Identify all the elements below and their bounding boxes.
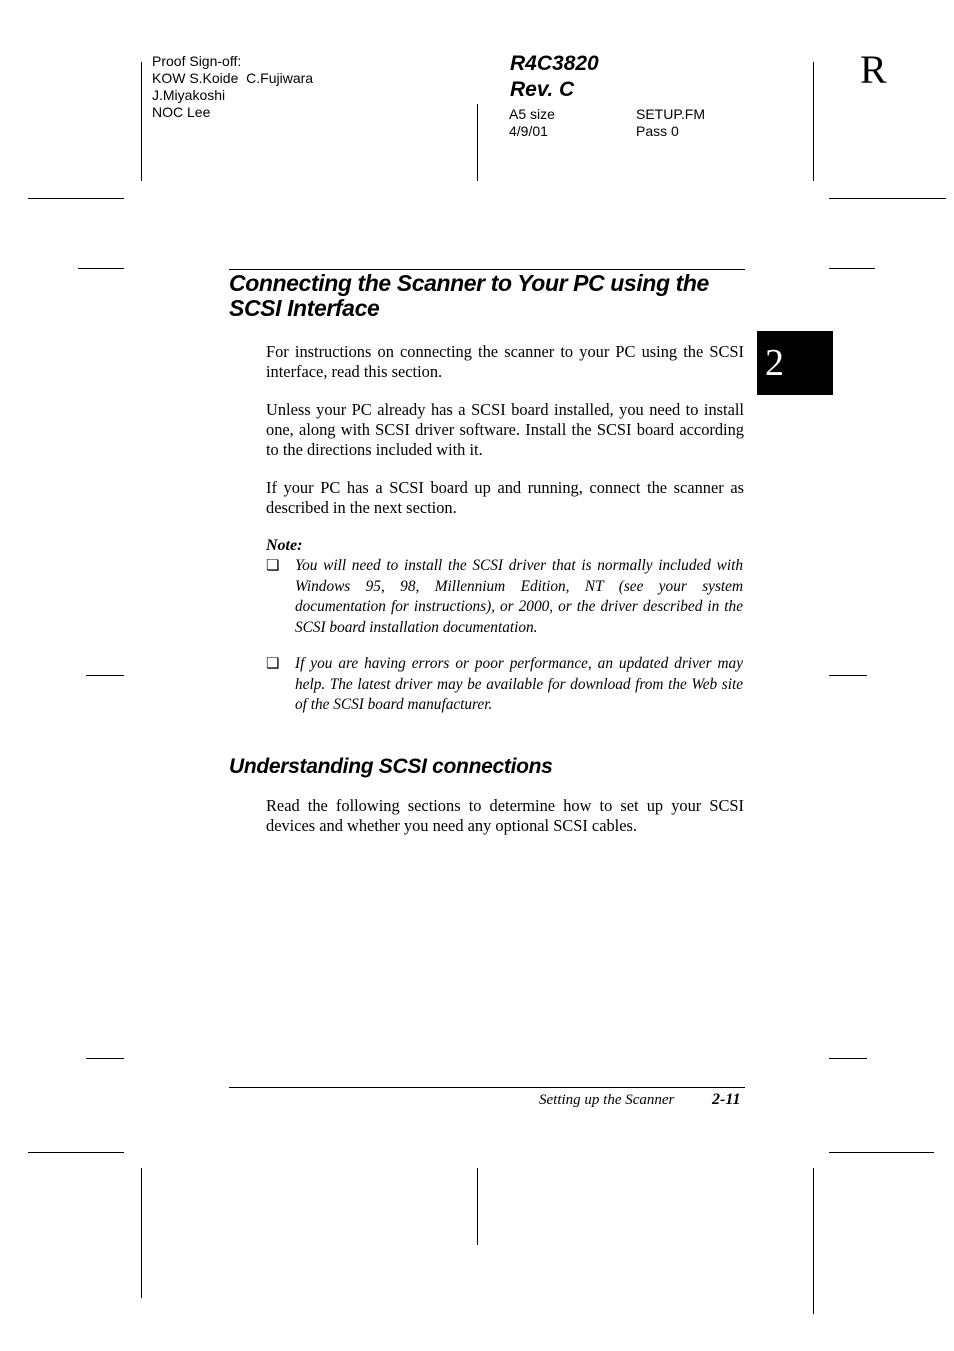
- crop-mark: [829, 675, 867, 676]
- crop-mark: [28, 198, 124, 199]
- print-date: 4/9/01: [509, 123, 548, 139]
- proof-line: J.Miyakoshi: [152, 87, 226, 103]
- paper-size: A5 size: [509, 106, 555, 122]
- proof-line: NOC Lee: [152, 104, 211, 120]
- crop-mark: [141, 1168, 142, 1298]
- file-name: SETUP.FM: [636, 106, 705, 122]
- crop-mark: [86, 675, 124, 676]
- bullet-icon: ❏: [266, 558, 280, 574]
- crop-mark: [86, 1058, 124, 1059]
- note-item: If you are having errors or poor performance, an updated driver may help. The latest driver may be available for download from the Web site of the SCSI board manufacturer.: [295, 655, 743, 713]
- note-item: You will need to install the SCSI driver that is normally included with Windows 95, 98, Millennium Edition, NT (see your system documentation for instructions), or 2000, or the driver described in the SCSI board installation documentation.: [295, 557, 743, 636]
- footer-chapter-title: Setting up the Scanner: [539, 1092, 675, 1108]
- proof-line: KOW S.Koide C.Fujiwara: [152, 70, 314, 86]
- body-paragraph: Read the following sections to determine how to set up your SCSI devices and whether you need any optional SCSI cables.: [266, 796, 744, 835]
- body-paragraph: For instructions on connecting the scanner to your PC using the SCSI interface, read this section.: [266, 342, 744, 381]
- crop-mark: [829, 268, 875, 269]
- body-paragraph: If your PC has a SCSI board up and running, connect the scanner as described in the next section.: [266, 478, 744, 517]
- crop-mark: [813, 1168, 814, 1314]
- crop-mark: [813, 62, 814, 181]
- chapter-tab: [757, 331, 833, 395]
- chapter-number: 2: [765, 342, 784, 384]
- pass-number: Pass 0: [636, 123, 679, 139]
- revision: Rev. C: [510, 78, 575, 101]
- crop-mark: [829, 198, 946, 199]
- page-number: 2-11: [712, 1091, 741, 1108]
- model-number: R4C3820: [510, 52, 599, 75]
- crop-mark: [141, 62, 142, 181]
- note-label: Note:: [266, 537, 303, 554]
- crop-mark: [477, 104, 478, 181]
- footer-rule: [229, 1087, 745, 1088]
- body-paragraph: Unless your PC already has a SCSI board installed, you need to install one, along with SCSI driver software. Install the SCSI board according to the directions included with it.: [266, 400, 744, 459]
- model-block: [510, 51, 599, 103]
- bullet-icon: ❏: [266, 656, 280, 672]
- crop-mark: [829, 1058, 867, 1059]
- section-title: Connecting the Scanner to Your PC using the SCSI Interface: [229, 270, 709, 321]
- proof-signoff: [152, 53, 313, 121]
- crop-mark: [78, 268, 124, 269]
- crop-mark: [28, 1152, 124, 1153]
- subsection-title: Understanding SCSI connections: [229, 755, 553, 778]
- crop-mark: [829, 1152, 934, 1153]
- crop-mark: [477, 1168, 478, 1245]
- proof-line: Proof Sign-off:: [152, 53, 242, 69]
- corner-mark: R: [860, 47, 887, 92]
